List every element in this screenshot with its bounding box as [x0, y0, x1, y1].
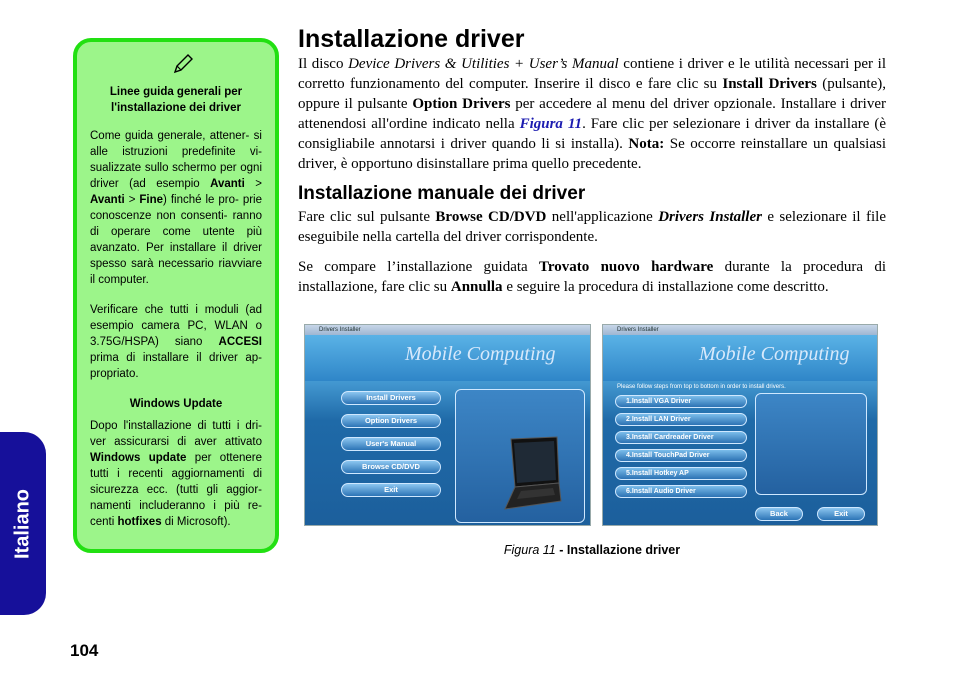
page-number: 104 — [70, 641, 99, 660]
language-tab-label: Italiano — [11, 488, 34, 559]
main-content — [298, 24, 886, 297]
install-drivers-button[interactable]: Install Drivers — [341, 391, 441, 405]
users-manual-button[interactable]: User's Manual — [341, 437, 441, 451]
laptop-image — [501, 435, 563, 515]
intro-paragraph: Il disco Device Drivers & Utilities + User’s Manual contiene i driver e le utilità necessari per il corretto funzionamento del computer. Inserire il disco e fare clic su Install Drivers (pulsante), oppure il pulsante Option Drivers per accedere al menu del driver opzionale. Installare i driver attenendosi all'ordine indicato nella Figura 11. Fare clic per selezionare i driver da installare (è consigliabile annotarsi i driver quando li si installa). Nota: Se occorre reinstallare un qualsiasi driver, è opportuno disinstallare prima quello precedente. — [298, 56, 887, 172]
drivers-installer-list-screenshot — [602, 324, 878, 526]
install-hotkey-ap[interactable]: 5.Install Hotkey AP — [615, 467, 747, 480]
figure-caption: Figura 11 - Installazione driver — [503, 543, 681, 557]
note-title: Linee guida generali per l'installazione dei driver — [109, 86, 243, 114]
pencil-icon — [172, 53, 194, 75]
browse-cd-button[interactable]: Browse CD/DVD — [341, 460, 441, 474]
note-paragraph-2: Verificare che tutti i moduli (ad esempio camera PC, WLAN o 3.75G/HSPA) siano ACCESI prima di installare il driver ap- propriato. — [90, 304, 262, 380]
exit-button[interactable]: Exit — [817, 507, 865, 521]
logo-text: Mobile Computing — [699, 343, 850, 365]
window-titlebar: Drivers Installer — [305, 325, 590, 335]
language-tab — [0, 432, 46, 615]
details-panel — [755, 393, 867, 495]
logo-text: Mobile Computing — [405, 343, 556, 365]
note-subtitle: Windows Update — [129, 398, 223, 410]
window-titlebar: Drivers Installer — [603, 325, 877, 335]
install-cardreader-driver[interactable]: 3.Install Cardreader Driver — [615, 431, 747, 444]
wizard-paragraph: Se compare l’installazione guidata Trovato nuovo hardware durante la procedura di installazione, fare clic su Annulla e seguire la procedura di installazione come descritto. — [298, 259, 886, 295]
option-drivers-button[interactable]: Option Drivers — [341, 414, 441, 428]
manual-install-paragraph: Fare clic sul pulsante Browse CD/DVD nell'applicazione Drivers Installer e selezionare il file eseguibile nella cartella del driver corrispondente. — [298, 209, 886, 245]
drivers-installer-main-screenshot — [304, 324, 591, 526]
back-button[interactable]: Back — [755, 507, 803, 521]
note-paragraph-3: Dopo l'installazione di tutti i dri- ver assicurarsi di aver attivato Windows update per ottenere tutti i recenti aggiornamenti di sicurezza ecc. (tutti gli aggior- namenti includeranno i più re- centi hotfixes di Microsoft). — [90, 420, 262, 528]
figure-link[interactable]: Figura 11 — [519, 116, 583, 132]
install-vga-driver[interactable]: 1.Install VGA Driver — [615, 395, 747, 408]
exit-button[interactable]: Exit — [341, 483, 441, 497]
install-lan-driver[interactable]: 2.Install LAN Driver — [615, 413, 747, 426]
install-touchpad-driver[interactable]: 4.Install TouchPad Driver — [615, 449, 747, 462]
instruction-text: Please follow steps from top to bottom in order to install drivers. — [617, 384, 786, 390]
section-heading: Installazione manuale dei driver — [298, 183, 586, 204]
note-paragraph-1: Come guida generale, attener- si alle istruzioni predefinite vi- sualizzate sullo schermo per ogni driver (ad esempio Avanti > Avanti > Fine) finché le pro- prie conoscenze non consenti- ranno di operare come utente più avanzato. Per installare il driver spesso sarà necessario riavviare il computer. — [90, 130, 262, 286]
install-audio-driver[interactable]: 6.Install Audio Driver — [615, 485, 747, 498]
guideline-note-box — [73, 38, 279, 553]
page-title: Installazione driver — [298, 25, 525, 53]
